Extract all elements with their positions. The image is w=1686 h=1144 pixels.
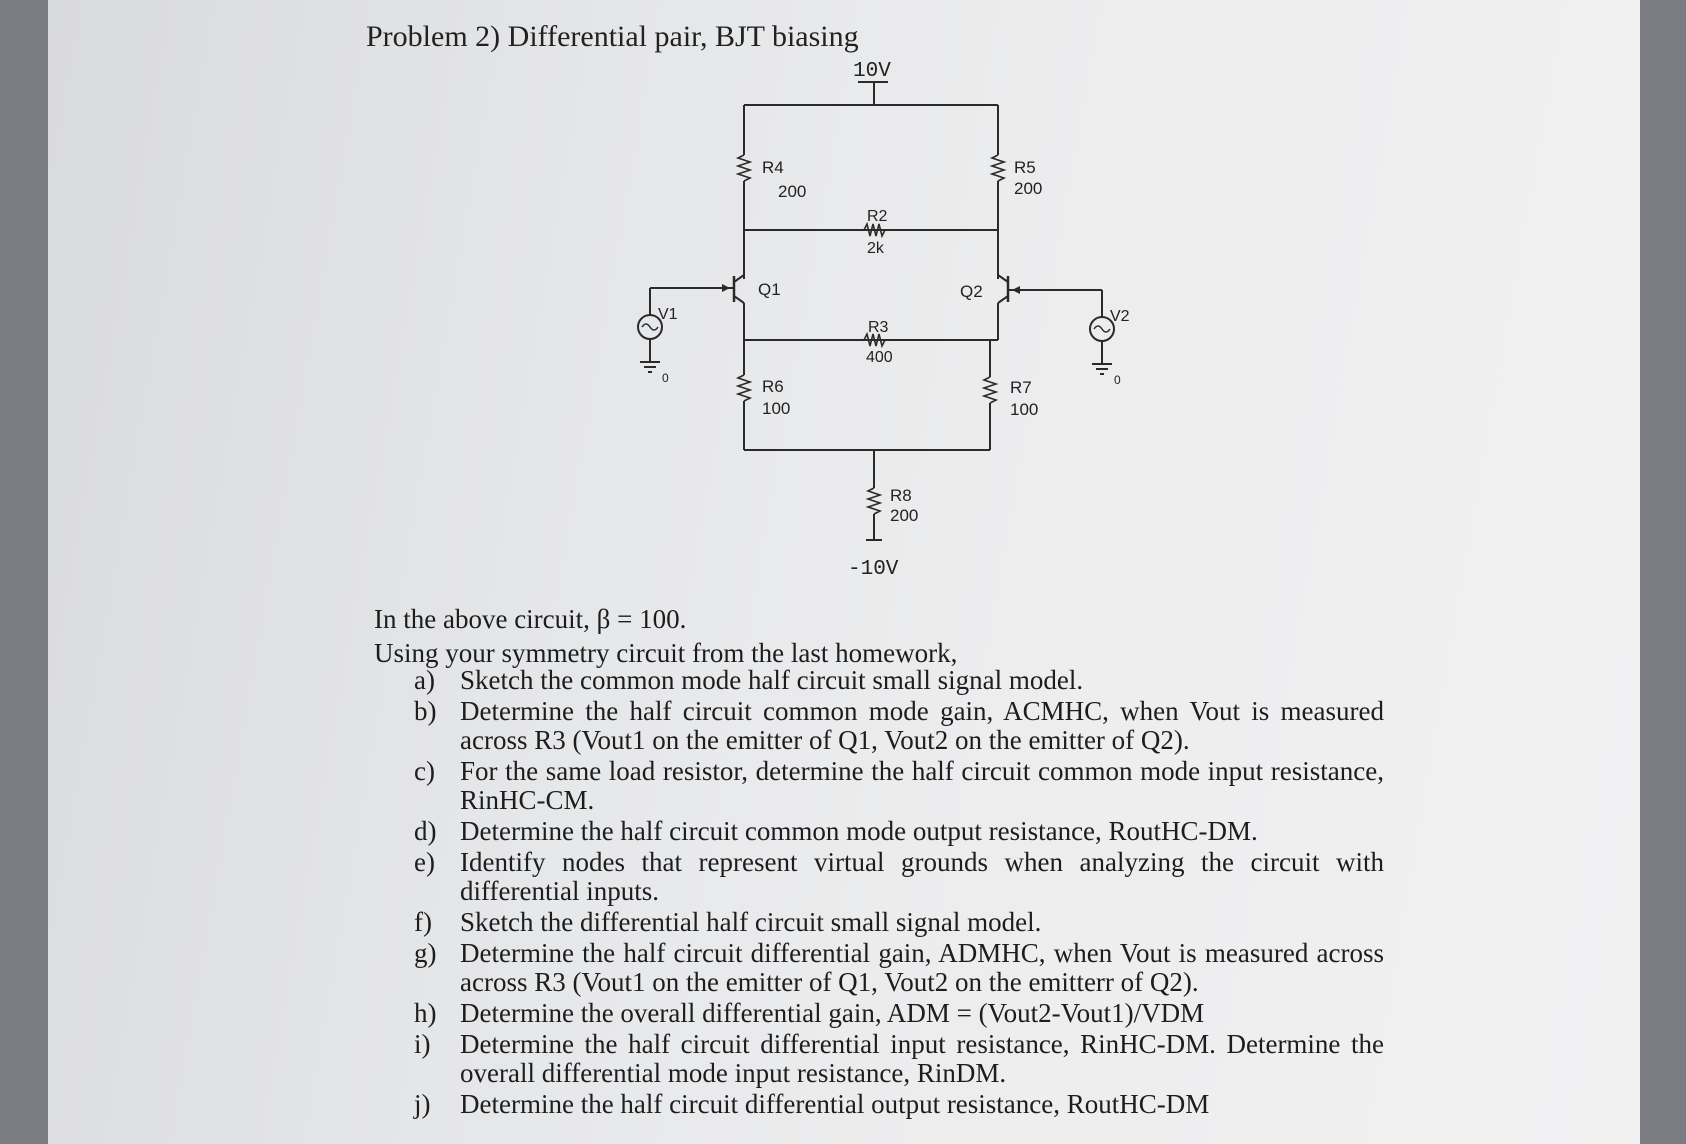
v2-label: V2 <box>1110 308 1130 325</box>
question-item: f) Sketch the differential half circuit small signal model. <box>414 907 1042 937</box>
r2-name: R2 <box>867 208 888 225</box>
r2-value: 2k <box>867 240 884 257</box>
question-item: c) For the same load resistor, determine the half circuit common mode input resistance, RinHC-CM. <box>414 756 1384 815</box>
question-item: h) Determine the overall differential gain, ADM = (Vout2-Vout1)/VDM <box>414 998 1205 1028</box>
q1-label: Q1 <box>758 280 781 299</box>
r5-name: R5 <box>1014 158 1036 177</box>
question-item: i) Determine the half circuit differential input resistance, RinHC-DM. Determine the overall differential mode input resistance, RinDM. <box>414 1029 1384 1088</box>
question-item: g) Determine the half circuit differential gain, ADMHC, when Vout is measured across across R3 (Vout1 on the emitter of Q1, Vout2 on the emitterr of Q2). <box>414 938 1384 997</box>
r8-value: 200 <box>890 506 919 525</box>
r7-value: 100 <box>1010 400 1039 419</box>
r3-name: R3 <box>868 319 889 336</box>
question-item: j) Determine the half circuit differential output resistance, RoutHC-DM <box>414 1089 1210 1119</box>
gnd2-label: 0 <box>1114 373 1121 387</box>
r6-resistor <box>738 375 750 401</box>
r4-value: 200 <box>778 182 807 201</box>
question-item: b) Determine the half circuit common mode gain, ACMHC, when Vout is measured across R3 (Vout1 on the emitter of Q1, Vout2 on the emitter of Q2). <box>414 696 1384 755</box>
r7-name: R7 <box>1010 378 1032 397</box>
q2-label: Q2 <box>960 282 983 301</box>
r3-value: 400 <box>866 349 893 366</box>
r8-resistor <box>868 488 880 514</box>
r4-name: R4 <box>762 158 784 177</box>
r6-name: R6 <box>762 377 784 396</box>
intro-beta: In the above circuit, β = 100. <box>374 604 687 634</box>
question-item: a) Sketch the common mode half circuit small signal model. <box>414 665 1084 695</box>
question-list <box>414 666 1384 1121</box>
r7-resistor <box>984 377 996 403</box>
r6-value: 100 <box>762 399 791 418</box>
question-item: e) Identify nodes that represent virtual grounds when analyzing the circuit with differential inputs. <box>414 847 1384 906</box>
gnd1-label: 0 <box>662 371 669 385</box>
r8-name: R8 <box>890 486 912 505</box>
r5-resistor <box>992 155 1004 181</box>
supply-pos-label: 10V <box>853 60 891 83</box>
supply-neg-label: -10V <box>848 558 899 581</box>
problem-title: Problem 2) Differential pair, BJT biasing <box>366 20 859 53</box>
r5-value: 200 <box>1014 179 1043 198</box>
question-item: d) Determine the half circuit common mode output resistance, RoutHC-DM. <box>414 816 1258 846</box>
intro-symmetry: Using your symmetry circuit from the last homework, <box>374 638 958 668</box>
v1-label: V1 <box>658 306 678 323</box>
r4-resistor <box>738 155 750 181</box>
